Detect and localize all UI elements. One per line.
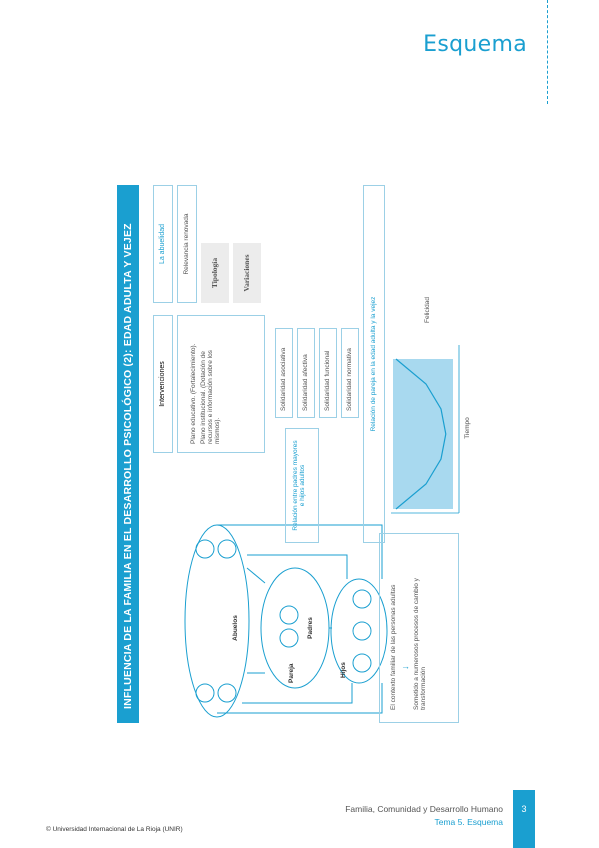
abuelidad-relevancia: Relevancia renovada [177,185,197,303]
down-arrow-icon: ↓ [400,665,410,670]
abuelo-circle-2 [218,684,236,702]
context-box [379,533,459,723]
padres-ellipse [261,568,329,688]
label-pareja: Pareja [288,663,295,683]
intervention-item-2b: recursos e información sobre los [207,350,214,444]
footer-copyright: © Universidad Internacional de La Rioja (UNIR) [46,826,183,833]
flow-arrow-4 [247,555,347,579]
interventions-title: Intervenciones [153,315,173,453]
padre-circle-2 [280,606,298,624]
padres-hijos-title-box [285,428,319,543]
context-line-3: transformación [420,667,427,710]
intervention-item-2a: Plano institucional. (Dotación de [200,351,207,444]
page-number-badge: 3 [513,790,535,848]
solidaridad-funcional: Solidaridad funcional [319,328,337,418]
intervention-item-1: Plano educativo. (Fortalecimiento). [190,343,197,444]
flow-arrow-2 [247,568,265,583]
intervention-item-2c: mismos). [214,417,221,444]
hijo-circle-3 [353,590,371,608]
padres-hijos-title-b: e hijos adultos [299,464,306,507]
context-line-2: Sometido a numerosos procesos de cambio y [413,578,420,710]
x-axis-label: Tiempo [464,417,471,439]
abuelos-ellipse [185,525,249,717]
label-hijos: Hijos [340,662,347,678]
interventions-box [177,315,265,453]
abuelo-circle-4 [218,540,236,558]
flow-arrow-5 [242,683,352,703]
solidaridad-afectiva: Solidaridad afectiva [297,328,315,418]
label-abuelos: Abuelos [232,615,239,641]
hijo-circle-2 [353,622,371,640]
hijo-circle-1 [353,654,371,672]
abuelidad-tipologia: Tipología [201,243,229,303]
abuelo-circle-1 [196,684,214,702]
pareja-chart-title: Relación de pareja en la edad adulta y la vejez [363,185,385,543]
context-line-1: El contexto familiar de las personas adultas [390,584,397,710]
y-axis-label: Felicidad [424,296,431,323]
padres-hijos-title-a: Relación entre padres mayores [292,440,299,531]
padre-circle-1 [280,629,298,647]
footer-subject: Familia, Comunidad y Desarrollo Humano [345,804,503,814]
label-padres: Padres [307,617,314,639]
abuelidad-title: La abuelidad [153,185,173,303]
abuelo-circle-3 [196,540,214,558]
solidaridad-asociativa: Solidaridad asociativa [275,328,293,418]
page-header-title: Esquema [423,32,527,57]
footer-topic: Tema 5. Esquema [434,817,503,827]
solidaridad-normativa: Solidaridad normativa [341,328,359,418]
pareja-chart [389,193,473,523]
diagram-title: INFLUENCIA DE LA FAMILIA EN EL DESARROLLO PSICOLÓGICO (2): EDAD ADULTA Y VEJEZ [117,185,139,723]
abuelidad-variaciones: Variaciones [233,243,261,303]
schema-diagram [117,185,473,723]
header-divider [547,0,548,104]
